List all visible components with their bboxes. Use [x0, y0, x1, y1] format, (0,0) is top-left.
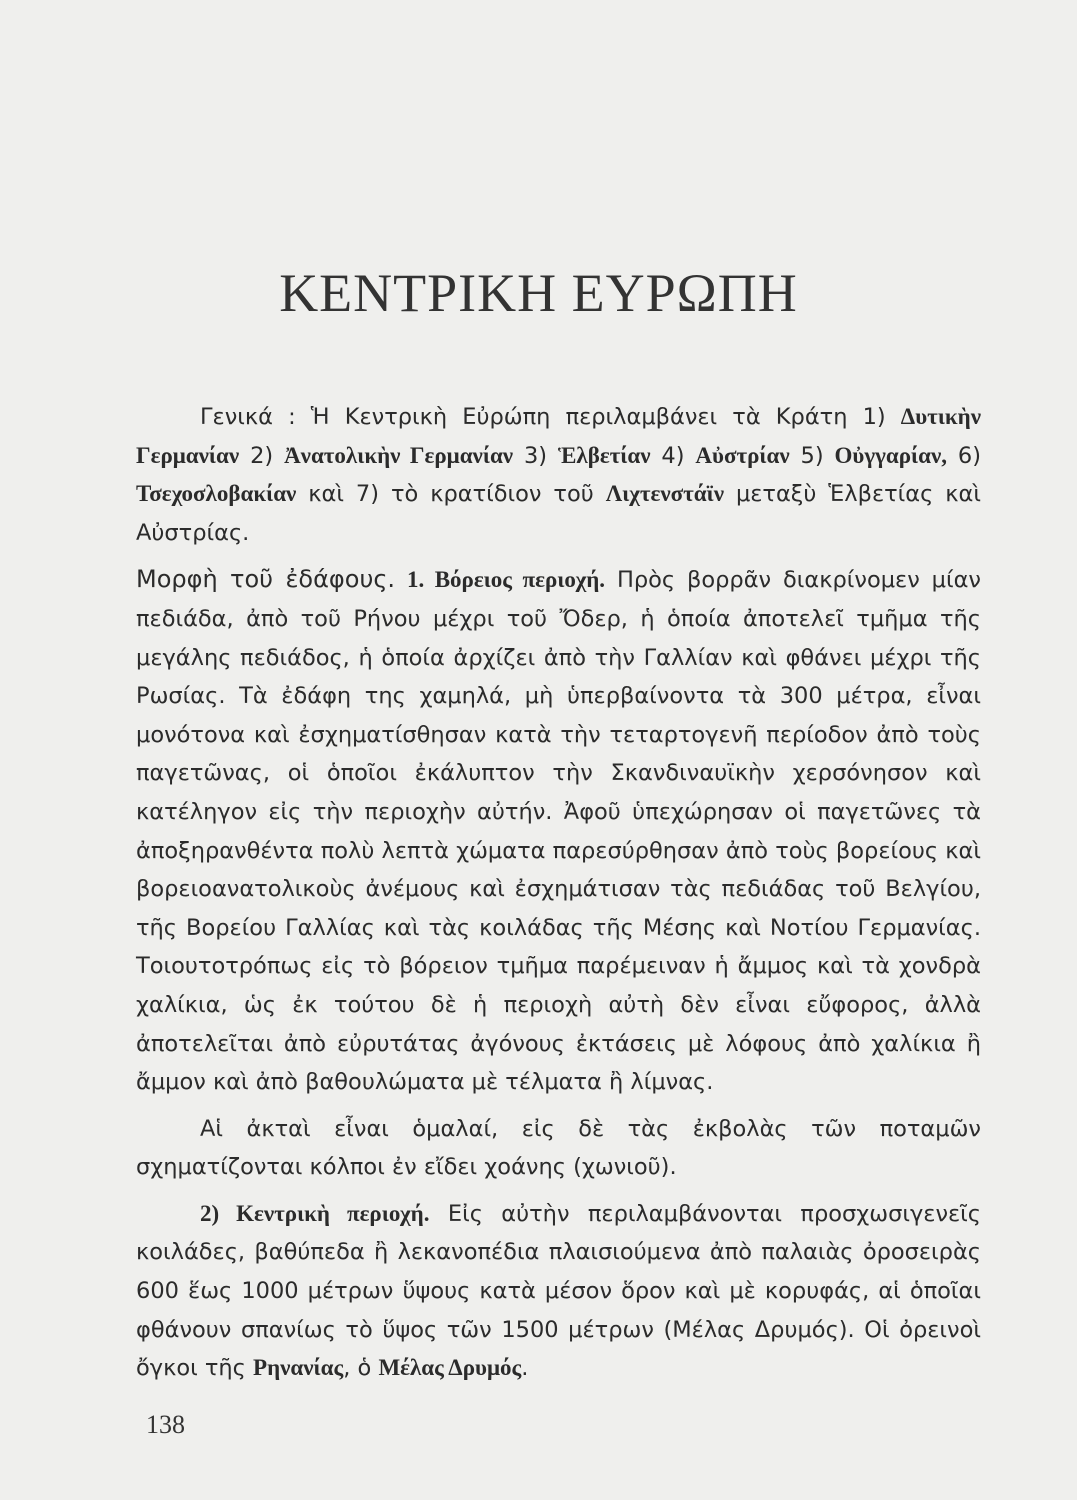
subsection-heading: 1. Βόρειος περιοχή. — [406, 567, 606, 593]
region-rhineland: Ρηνανίας — [253, 1355, 344, 1381]
body-text — [136, 398, 981, 1388]
country-liechtenstein: Λιχτενστάϊν — [605, 481, 724, 507]
paragraph-general — [136, 398, 981, 552]
paragraph-terrain-central — [136, 1195, 981, 1388]
country-switzerland: Ἑλβετίαν — [557, 442, 651, 468]
text-run: Πρὸς βορρᾶν διακρίνομεν μίαν πεδιάδα, ἀπὸ τοῦ Ρήνου μέχρι τοῦ Ὄδερ, ἡ ὁποία ἀποτελεῖ τμῆμα τῆς μεγάλης πεδιάδος, ἡ ὁποία ἀρχίζει ἀπὸ τὴν Γαλλίαν καὶ φθάνει μέχρι τῆς Ρωσίας. Τὰ ἐδάφη της χαμηλά, μὴ ὑπερβαίνοντα τὰ 300 μέτρα, εἶναι μονότονα καὶ ἐσχηματίσθησαν κατὰ τὴν τεταρτογενῆ περίοδον ἀπὸ τοὺς παγετῶνας, οἱ ὁποῖοι ἐκάλυπτον τὴν Σκανδιναυϊκὴν χερσόνησον καὶ κατέληγον εἰς τὴν περιοχὴν αὐτήν. Ἀφοῦ ὑπεχώρησαν οἱ παγετῶνες τὰ ἀποξηρανθέντα πολὺ λεπτὰ χώματα παρεσύρθησαν ἀπὸ τοὺς βορείους καὶ βορειοανατολικοὺς ἀνέμους καὶ ἐσχημάτισαν τὰς πεδιάδας τοῦ Βελγίου, τῆς Βορείου Γαλλίας καὶ τὰς κοιλάδας τῆς Μέσης καὶ Νοτίου Γερμανίας. Τοιουτοτρόπως εἰς τὸ βόρειον τμῆμα παρέμειναν ἡ ἄμμος καὶ τὰ χονδρὰ χαλίκια, ὡς ἐκ τούτου δὲ ἡ περιοχὴ αὐτὴ δὲν εἶναι εὔφορος, ἀλλὰ ἀποτελεῖται ἀπὸ εὐρυτάτας ἀγόνους ἐκτάσεις μὲ λόφους ἀπὸ χαλίκια ἢ ἄμμον καὶ ἀπὸ βαθουλώματα μὲ τέλματα ἢ λίμνας. — [136, 567, 981, 1096]
country-west-germany: Δυτικὴν Γερμανίαν — [136, 404, 981, 468]
text-run: 4) — [650, 442, 696, 469]
section-heading: Μορφὴ τοῦ ἐδάφους. — [136, 565, 396, 594]
country-austria: Αὐστρίαν — [695, 442, 790, 468]
text-run: καὶ 7) τὸ κρατίδιον τοῦ — [296, 481, 606, 508]
paragraph-coasts — [136, 1110, 981, 1187]
text-run: 6) — [947, 442, 981, 469]
text-run: Εἰς αὐτὴν περιλαμβάνονται προσχωσιγενεῖς κοιλάδες, βαθύπεδα ἢ λεκανοπέδια πλαισιούμενα ἀπὸ παλαιὰς ὀροσειρὰς 600 ἕως 1000 μέτρων ὕψους κατὰ μέσον ὅρον καὶ μὲ κορυφάς, αἱ ὁποῖαι φθάνουν σπανίως τὸ ὕψος τῶν 1500 μέτρων (Μέλας Δρυμός). Οἱ ὀρεινοὶ ὄγκοι τῆς — [136, 1200, 981, 1382]
page-number: 138 — [146, 1410, 185, 1439]
subsection-heading: 2) Κεντρικὴ περιοχή. — [200, 1200, 430, 1226]
country-east-germany: Ἀνατολικὴν Γερμανίαν — [284, 442, 514, 468]
paragraph-terrain-north — [136, 560, 981, 1101]
text-run: . — [521, 1355, 529, 1382]
chapter-title: ΚΕΝΤΡΙΚΗ ΕΥΡΩΠΗ — [279, 263, 798, 323]
text-run: , ὁ — [343, 1355, 379, 1382]
text-run: 2) — [239, 442, 285, 469]
country-czechoslovakia: Τσεχοσλοβακίαν — [136, 481, 297, 507]
region-black-forest: Μέλας Δρυμός — [378, 1355, 522, 1381]
text-run: 5) — [789, 442, 835, 469]
text-run: Αἱ ἀκταὶ εἶναι ὁμαλαί, εἰς δὲ τὰς ἐκβολὰς τῶν ποταμῶν σχηματίζονται κόλποι ἐν εἴδει χοάνης (χωνιοῦ). — [136, 1115, 981, 1181]
text-run: 3) — [513, 442, 558, 469]
country-hungary: Οὐγγαρίαν, — [834, 442, 947, 468]
text-run: Γενικά : Ἡ Κεντρικὴ Εὐρώπη περιλαμβάνει τὰ Κράτη 1) — [200, 404, 901, 430]
text-run: μεταξὺ Ἑλβετίας καὶ Αὐστρίας. — [136, 481, 981, 546]
